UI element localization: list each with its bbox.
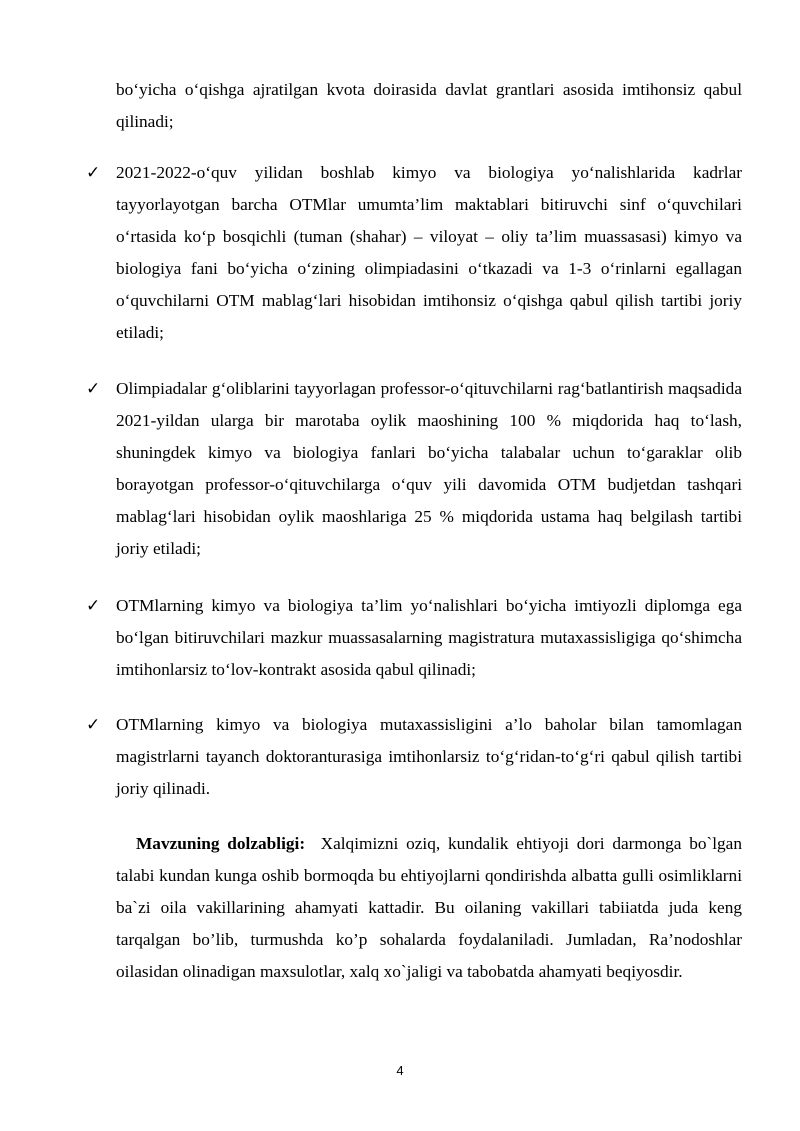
relevance-text: Xalqimizni oziq, kundalik ehtiyoji dori darmonga bo`lgan talabi kundan kunga oshib bormoqda bu ehtiyojlarni qondirishda albatta gulli osimliklarni ba`zi oila vakillarining ahamyati kattadir. Bu oilaning vakillari tabiiatda juda keng tarqalgan bo’lib, turmushda ko’p sohalarda foydalaniladi. Jumladan, Ra’nodoshlar oilasidan olinadigan maxsulotlar, xalq xo`jaligi va tabobatda ahamyati beqiyosdir.	[116, 834, 742, 981]
bullet-item-4: OTMlarning kimyo va biologiya mutaxassisligini a’lo baholar bilan tamomlagan magistrlarni tayanch doktoranturasiga imtihonlarsiz to‘g‘ridan-to‘g‘ri qabul qilish tartibi joriy qilinadi.	[116, 715, 742, 798]
checkmark-icon: ✓	[86, 715, 101, 735]
checkmark-icon: ✓	[86, 163, 101, 183]
bullet-item-3: OTMlarning kimyo va biologiya ta’lim yo‘nalishlari bo‘yicha imtiyozli diplomga ega bo‘lgan bitiruvchilari mazkur muassasalarning magistratura mutaxassisligiga qo‘shimcha imtihonlarsiz to‘lov-kontrakt asosida qabul qilinadi;	[116, 596, 742, 679]
checkmark-icon: ✓	[86, 596, 101, 616]
relevance-heading: Mavzuning dolzabligi:	[136, 834, 306, 853]
bullet-item-1: 2021-2022-o‘quv yilidan boshlab kimyo va biologiya yo‘nalishlarida kadrlar tayyorlayotgan barcha OTMlar umumta’lim maktablari bitiruvchi sinf o‘quvchilari o‘rtasida ko‘p bosqichli (tuman (shahar) – viloyat – oliy ta’lim muassasasi) kimyo va biologiya fani bo‘yicha o‘zining olimpiadasini o‘tkazadi va 1-3 o‘rinlarni egallagan o‘quvchilarni OTM mablag‘lari hisobidan imtihonsiz o‘qishga qabul qilish tartibi joriy etiladi;	[116, 163, 742, 342]
page-number: 4	[396, 1063, 404, 1078]
bullet-item-2: Olimpiadalar g‘oliblarini tayyorlagan professor-o‘qituvchilarni rag‘batlantirish maqsadida 2021-yildan ularga bir marotaba oylik maoshining 100 % miqdorida haq to‘lash, shuningdek kimyo va biologiya fanlari bo‘yicha talabalar uchun to‘garaklar olib borayotgan professor-o‘qituvchilarga o‘quv yili davomida OTM budjetdan tashqari mablag‘lari hisobidan oylik maoshlariga 25 % miqdorida ustama haq belgilash tartibi joriy etiladi;	[116, 379, 742, 558]
intro-paragraph: bo‘yicha o‘qishga ajratilgan kvota doirasida davlat grantlari asosida imtihonsiz qabul qilinadi;	[116, 80, 742, 131]
checkmark-icon: ✓	[86, 379, 101, 399]
relevance-paragraph	[116, 828, 742, 988]
